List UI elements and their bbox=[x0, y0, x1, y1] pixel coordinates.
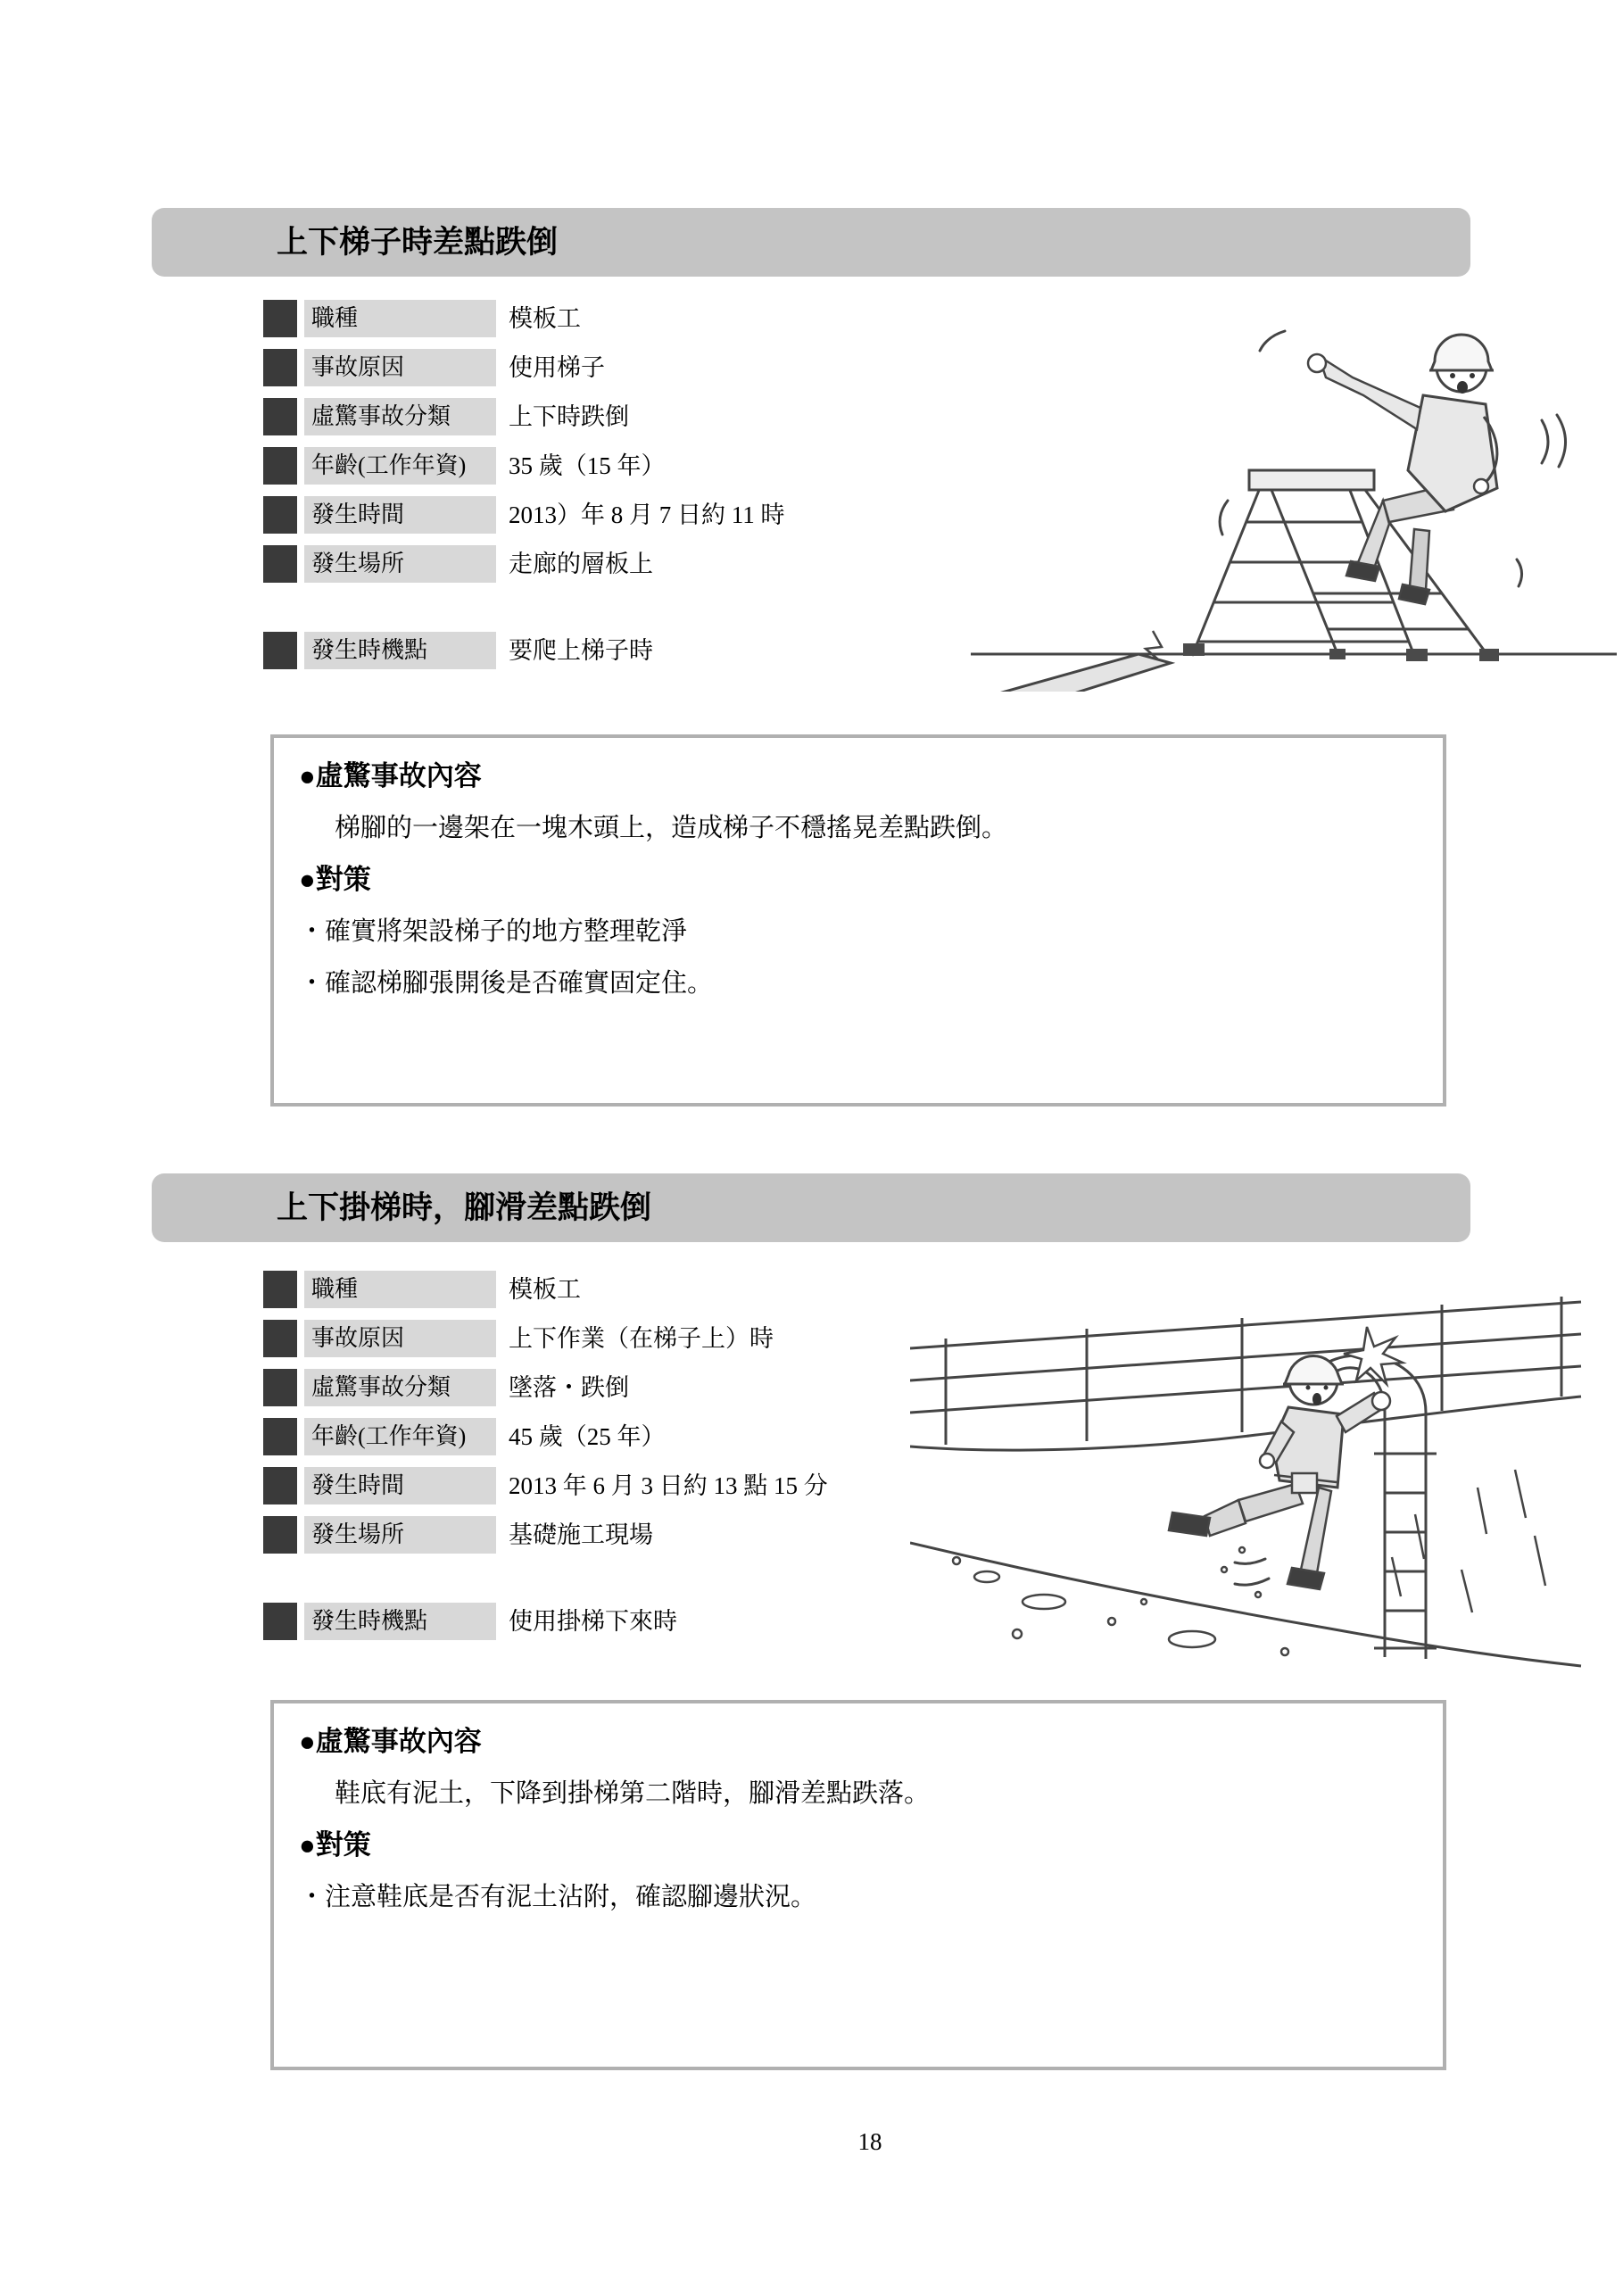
row-marker-icon bbox=[263, 1603, 297, 1640]
incident-content-heading: ●虛驚事故內容 bbox=[299, 760, 482, 792]
info-value: 2013）年 8 月 7 日約 11 時 bbox=[509, 501, 785, 528]
info-value: 模板工 bbox=[509, 1276, 581, 1303]
info-label: 事故原因 bbox=[304, 1320, 496, 1357]
row-marker-icon bbox=[263, 1467, 297, 1504]
table-row bbox=[263, 1516, 959, 1554]
table-row bbox=[263, 1467, 959, 1504]
row-marker-icon bbox=[263, 398, 297, 435]
info-value: 45 歲（25 年） bbox=[509, 1423, 666, 1450]
info-label: 職種 bbox=[304, 300, 496, 337]
row-marker-icon bbox=[263, 632, 297, 669]
row-marker-icon bbox=[263, 1516, 297, 1554]
table-row bbox=[263, 1271, 959, 1308]
stepladder-incident-illustration bbox=[964, 299, 1623, 692]
section-title-bar bbox=[152, 208, 1470, 277]
hook-ladder-incident-illustration bbox=[910, 1263, 1588, 1673]
table-row bbox=[263, 496, 959, 534]
table-row-timing bbox=[263, 1603, 959, 1640]
table-row-timing bbox=[263, 632, 959, 669]
incident-content-heading: ●虛驚事故內容 bbox=[299, 1726, 482, 1757]
info-value: 使用掛梯下來時 bbox=[509, 1608, 677, 1635]
section-title: 上下掛梯時，腳滑差點跌倒 bbox=[277, 1190, 652, 1225]
info-label: 年齡(工作年資) bbox=[304, 1418, 496, 1455]
motion-marks bbox=[1220, 331, 1565, 586]
countermeasure-item: ・確認梯腳張開後是否確實固定住。 bbox=[299, 969, 714, 998]
row-marker-icon bbox=[263, 349, 297, 386]
impact-flash-icon bbox=[1344, 1327, 1403, 1384]
table-row bbox=[263, 1418, 959, 1455]
info-value: 上下時跌倒 bbox=[509, 403, 629, 430]
row-marker-icon bbox=[263, 1271, 297, 1308]
table-row bbox=[263, 545, 959, 583]
incident-info-table bbox=[263, 1271, 959, 1652]
row-marker-icon bbox=[263, 545, 297, 583]
row-marker-icon bbox=[263, 447, 297, 485]
countermeasure-item: ・確實將架設梯子的地方整理乾淨 bbox=[299, 917, 688, 946]
info-value: 使用梯子 bbox=[509, 354, 605, 381]
incident-content-box bbox=[270, 1700, 1446, 2070]
excavation-slope bbox=[910, 1397, 1581, 1666]
table-row bbox=[263, 1369, 959, 1406]
row-marker-icon bbox=[263, 496, 297, 534]
table-row bbox=[263, 1320, 959, 1357]
countermeasure-item: ・注意鞋底是否有泥土沾附，確認腳邊狀況。 bbox=[299, 1883, 817, 1911]
table-row bbox=[263, 447, 959, 485]
section-title: 上下梯子時差點跌倒 bbox=[277, 225, 559, 260]
info-label: 年齡(工作年資) bbox=[304, 447, 496, 485]
row-marker-icon bbox=[263, 1369, 297, 1406]
info-label: 發生場所 bbox=[304, 545, 496, 583]
info-label: 發生時間 bbox=[304, 1467, 496, 1504]
countermeasure-heading: ●對策 bbox=[299, 1829, 371, 1861]
section-title-bar bbox=[152, 1173, 1470, 1242]
wood-block bbox=[978, 631, 1171, 692]
info-label: 發生時機點 bbox=[304, 632, 496, 669]
info-label: 事故原因 bbox=[304, 349, 496, 386]
info-value: 要爬上梯子時 bbox=[509, 637, 653, 664]
info-value: 模板工 bbox=[509, 305, 581, 332]
info-value: 2013 年 6 月 3 日約 13 點 15 分 bbox=[509, 1472, 828, 1499]
info-label: 虛驚事故分類 bbox=[304, 398, 496, 435]
info-value: 墜落・跌倒 bbox=[509, 1374, 629, 1401]
guardrail-fence bbox=[910, 1297, 1581, 1445]
incident-content-box bbox=[270, 734, 1446, 1107]
info-label: 職種 bbox=[304, 1271, 496, 1308]
info-value: 35 歲（15 年） bbox=[509, 452, 666, 479]
info-value: 上下作業（在梯子上）時 bbox=[509, 1325, 774, 1352]
incident-info-table bbox=[263, 300, 959, 681]
countermeasure-heading: ●對策 bbox=[299, 864, 371, 895]
incident-content-body: 鞋底有泥土，下降到掛梯第二階時，腳滑差點跌落。 bbox=[335, 1779, 931, 1808]
page-number: 18 bbox=[857, 2128, 882, 2155]
info-label: 虛驚事故分類 bbox=[304, 1369, 496, 1406]
info-value: 走廊的層板上 bbox=[509, 551, 653, 577]
info-value: 基礎施工現場 bbox=[509, 1521, 653, 1548]
incident-content-body: 梯腳的一邊架在一塊木頭上，造成梯子不穩搖晃差點跌倒。 bbox=[335, 814, 1008, 842]
table-row bbox=[263, 349, 959, 386]
info-label: 發生時機點 bbox=[304, 1603, 496, 1640]
table-row bbox=[263, 398, 959, 435]
info-label: 發生場所 bbox=[304, 1516, 496, 1554]
table-row bbox=[263, 300, 959, 337]
row-marker-icon bbox=[263, 1418, 297, 1455]
row-marker-icon bbox=[263, 1320, 297, 1357]
row-marker-icon bbox=[263, 300, 297, 337]
info-label: 發生時間 bbox=[304, 496, 496, 534]
